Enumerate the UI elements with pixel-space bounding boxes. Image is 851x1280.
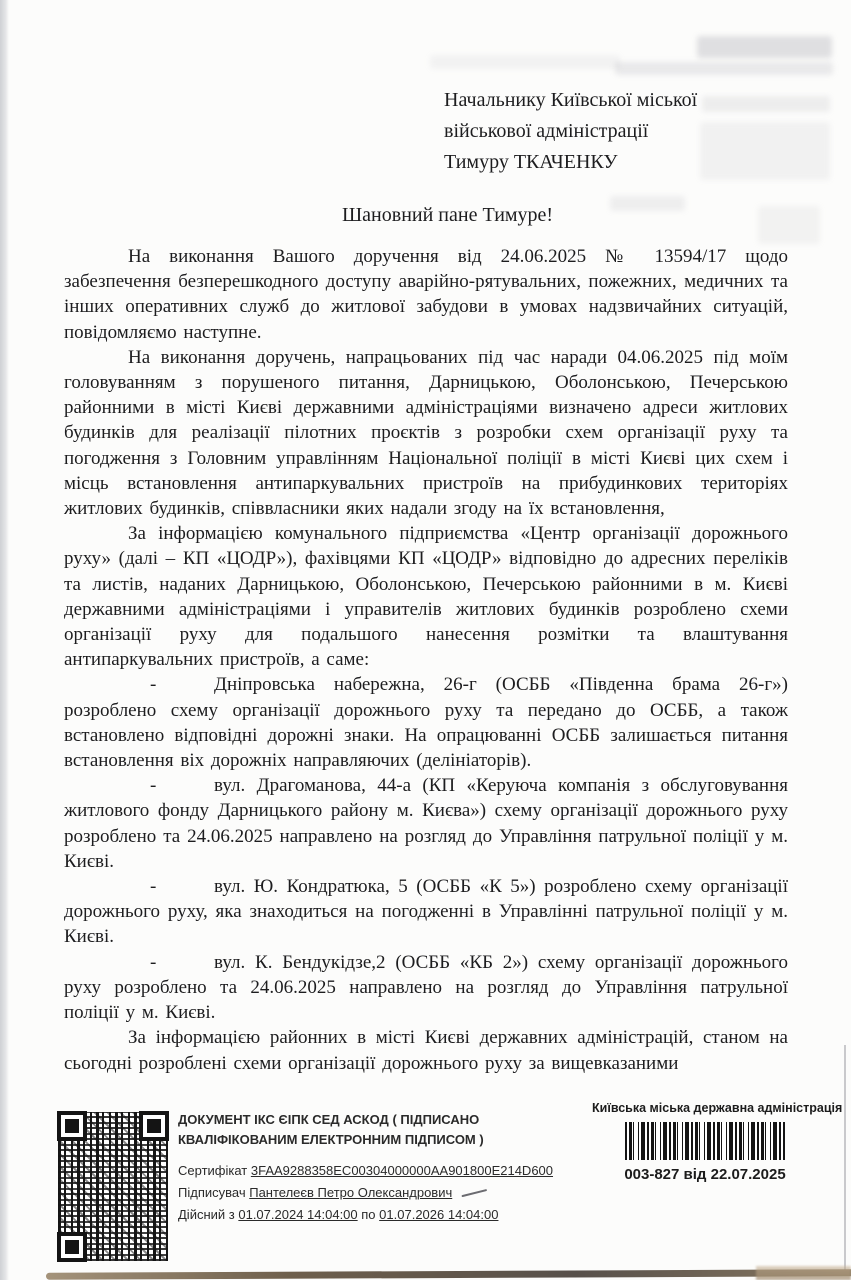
list-item-text: вул. Ю. Кондратюка, 5 (ОСББ «К 5») розроблено схему організації дорожнього руху, яка знаходиться на погодженні в Управлінні патрульної поліції у м. Києві. <box>64 876 788 948</box>
validity-label: Дійсний з <box>178 1207 235 1222</box>
recipient-block <box>444 85 788 178</box>
stamp-registration-number: 003-827 від 22.07.2025 <box>624 1166 786 1183</box>
signature-title <box>178 1110 578 1150</box>
list-item <box>64 672 788 773</box>
list-item <box>64 874 788 950</box>
letter-body <box>64 85 788 1076</box>
desk-surface <box>756 1266 851 1280</box>
recipient-line: Тимуру ТКАЧЕНКУ <box>444 151 618 173</box>
bleedthrough-mark <box>430 55 620 69</box>
scan-edge-left <box>0 0 9 1280</box>
paper-bottom-edge <box>46 1269 851 1280</box>
list-item-text: вул. К. Бендукідзе,2 (ОСББ «КБ 2») схему організації дорожнього руху розроблено та 24.06.2025 направлено на розгляд до Управління патрульної поліції у м. Києві. <box>64 951 788 1024</box>
bleedthrough-mark <box>615 62 833 75</box>
bullet-dash: - <box>150 876 157 898</box>
recipient-line: військової адміністрації <box>444 120 649 142</box>
certificate-label: Сертифікат <box>178 1163 248 1178</box>
signature-details <box>178 1160 578 1226</box>
paragraph: На виконання доручень, напрацьованих під час наради 04.06.2025 під моїм головуванням з порушеного питання, Дарницькою, Оболонською, Печерською районними в місті Києві державними адміністраціями визначено адреси житлових будинків для реалізації пілотних проєктів з розробки схем організації руху та погодження з Головним управлінням Національної поліції в місті Києві цих схем і місць встановлення антипаркувальних пристроїв на прибудинкових територіях житлових будинків, співвласники яких надали згоду на їх встановлення, <box>64 346 788 520</box>
certificate-row <box>178 1160 578 1182</box>
stamp-organization: Київська міська державна адміністрація <box>592 1101 843 1115</box>
bleedthrough-mark <box>697 36 832 58</box>
bullet-dash: - <box>150 775 157 797</box>
list-item-text: Дніпровська набережна, 26-г (ОСББ «Південна брама 26-г») розроблено схему організації дорожнього руху та передано до ОСББ, а також встановлено відповідні дорожні знаки. На опрацюванні ОСББ залишається питання встановлення віх дорожніх направляючих (делініаторів). <box>64 674 788 772</box>
pen-mark <box>462 1189 488 1197</box>
barcode <box>625 1122 785 1160</box>
paragraph: На виконання Вашого доручення від 24.06.2025 № 13594/17 щодо забезпечення безперешкодного доступу аварійно-рятувальних, пожежних, медичних та інших оперативних служб до житлової забудови в умовах надзвичайних ситуацій, повідомляємо наступне. <box>64 246 788 343</box>
signature-system: ДОКУМЕНТ ІКС ЄІПК СЕД АСКОД <box>178 1112 389 1127</box>
signature-signed-note: ( ПІДПИСАНО КВАЛІФІКОВАНИМ ЕЛЕКТРОННИМ ПІДПИСОМ ) <box>178 1112 484 1147</box>
paragraph: За інформацією комунального підприємства «Центр організації дорожнього руху» (далі – КП «ЦОДР»), фахівцями КП «ЦОДР» відповідно до адресних переліків та листів, наданих Дарницькою, Оболонською, Печерською районними в м. Києві державними адміністраціями і управителів житлових будинків розроблено схеми організації руху для подальшого нанесення розмітки та влаштування антипаркувальних пристроїв, а саме: <box>64 523 788 671</box>
list-item <box>64 773 788 874</box>
signer-label: Підписувач <box>178 1185 246 1200</box>
closing-paragraph: За інформацією районних в місті Києві державних адміністрацій, станом на сьогодні розроблені схеми організації дорожнього руху за вищевказаними <box>64 1027 788 1074</box>
registration-stamp <box>592 1100 843 1183</box>
list-item <box>64 950 788 1026</box>
paper-edge-right <box>844 1045 846 1273</box>
validity-row <box>178 1204 578 1226</box>
list-item-text: вул. Драгоманова, 44-а (КП «Керуюча компанія з обслуговування житлового фонду Дарницького району м. Києва») схему організації дорожнього руху розроблено та 24.06.2025 направлено на розгляд до Управління патрульної поліції у м. Києві. <box>64 775 788 872</box>
signature-block <box>178 1110 578 1226</box>
valid-to-label: по <box>361 1207 376 1222</box>
valid-from-value: 01.07.2024 14:04:00 <box>238 1207 358 1222</box>
signer-row <box>178 1182 578 1204</box>
letter-text <box>64 244 788 1076</box>
bullet-dash: - <box>150 674 157 696</box>
bullet-dash: - <box>150 951 157 973</box>
recipient-line: Начальнику Київської міської <box>444 89 698 111</box>
certificate-value: 3FAA9288358EC00304000000AA901800E214D600 <box>250 1163 554 1178</box>
salutation: Шановний пане Тимуре! <box>342 204 554 226</box>
valid-to-value: 01.07.2026 14:04:00 <box>379 1207 499 1222</box>
qr-code <box>58 1112 168 1261</box>
qr-finder-icon <box>57 1111 87 1141</box>
qr-finder-icon <box>139 1111 169 1141</box>
qr-finder-icon <box>57 1232 87 1262</box>
signer-value: Пантелеєв Петро Олександрович <box>249 1185 453 1200</box>
